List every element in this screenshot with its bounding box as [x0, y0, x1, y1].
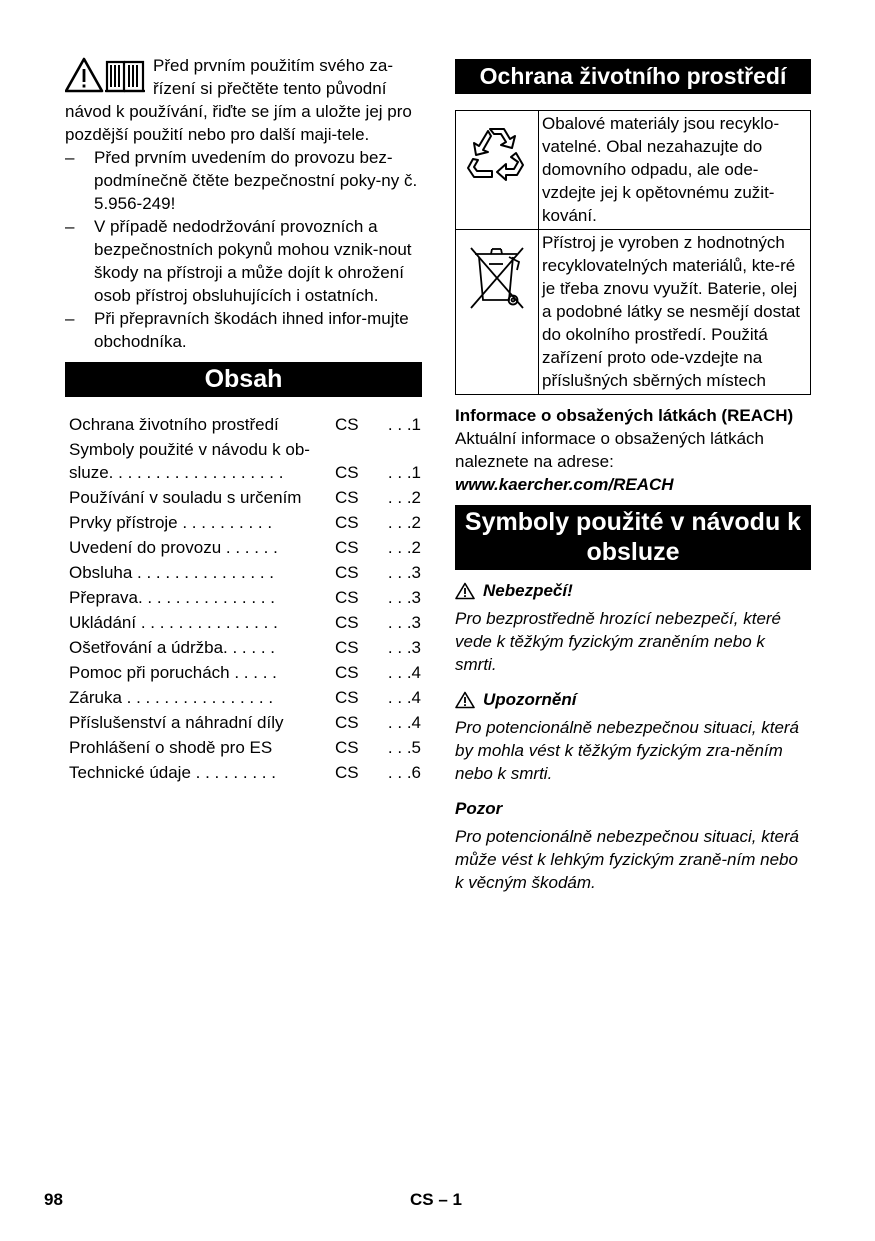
- toc-row[interactable]: [69, 609, 422, 634]
- symbols-heading: Symboly použité v návodu k obsluze: [455, 505, 811, 570]
- toc-lang: CS: [335, 513, 359, 532]
- symbols-section: [455, 505, 811, 894]
- toc-page: . . .4: [387, 713, 421, 732]
- environment-heading: Ochrana životního prostředí: [455, 59, 811, 94]
- toc-title: Prohlášení o shodě pro ES: [69, 738, 273, 757]
- reach-link[interactable]: www.kaercher.com/REACH: [455, 475, 674, 494]
- toc-title: Technické údaje . . . . . . . . .: [69, 763, 276, 782]
- toc-lang: CS: [335, 463, 359, 482]
- reach-section: [455, 404, 811, 496]
- symbol-label: Pozor: [455, 799, 503, 818]
- crossed-bin-icon: [467, 240, 527, 314]
- symbol-label-danger: [455, 579, 811, 602]
- toc-page: . . .6: [387, 763, 421, 782]
- page-label: CS – 1: [410, 1190, 462, 1209]
- toc-page: . . .2: [387, 513, 421, 532]
- toc-title: Ošetřování a údržba. . . . . .: [69, 638, 275, 657]
- right-column: [455, 59, 811, 894]
- toc-title: Používání v souladu s určením: [69, 488, 302, 507]
- toc-title: Ukládání . . . . . . . . . . . . . . .: [69, 613, 278, 632]
- toc-page: . . .4: [387, 688, 421, 707]
- toc-page: . . .5: [387, 738, 421, 757]
- recycling-icon: [464, 123, 530, 185]
- warning-triangle-icon: [455, 691, 475, 709]
- page-number: 98: [44, 1190, 63, 1209]
- reach-heading: Informace o obsažených látkách (REACH): [455, 406, 794, 425]
- environment-text: Přístroj je vyroben z hodnotných recyklovatelných materiálů, kte-ré je třeba znovu využít. Baterie, olej a podobné látky se nesmějí dostat do okolního prostředí. Použitá zařízení proto ode-vzdejte na příslušných sběrných místech: [539, 230, 811, 395]
- icon-cell: [456, 111, 539, 230]
- toc-page: . . .3: [387, 638, 421, 657]
- environment-table: [455, 110, 811, 395]
- toc-title: Pomoc při poruchách . . . . .: [69, 663, 277, 682]
- toc-lang: CS: [335, 563, 359, 582]
- toc-row[interactable]: [69, 534, 422, 559]
- toc-row[interactable]: [69, 684, 422, 709]
- environment-text: Obalové materiály jsou recyklo-vatelné. Obal nezahazujte do domovního odpadu, ale ode-vzdejte jej k opětovnému zužit-kování.: [539, 111, 811, 230]
- toc-row[interactable]: [69, 709, 422, 734]
- symbol-description: Pro bezprostředně hrozící nebezpečí, které vede k těžkým fyzickým zraněním nebo k smrti.: [455, 609, 782, 674]
- manual-book-icon: [105, 62, 145, 91]
- toc-lang: CS: [335, 663, 359, 682]
- list-item: – Při přepravních škodách ihned infor-mujte obchodníka.: [65, 307, 422, 353]
- toc-lang: CS: [335, 488, 359, 507]
- toc-title: Přeprava. . . . . . . . . . . . . . .: [69, 588, 275, 607]
- toc-row[interactable]: [69, 634, 422, 659]
- toc-lang: CS: [335, 738, 359, 757]
- symbol-description: Pro potencionálně nebezpečnou situaci, která může vést k lehkým fyzickým zraně-ním nebo k věcným škodám.: [455, 827, 800, 892]
- symbol-label-warning: [455, 688, 811, 711]
- toc-row[interactable]: [69, 559, 422, 584]
- toc-lang: CS: [335, 713, 359, 732]
- toc-page: . . .4: [387, 663, 421, 682]
- toc-heading: Obsah: [65, 362, 422, 397]
- toc-lang: CS: [335, 588, 359, 607]
- intro-icons: [65, 56, 147, 96]
- toc-row[interactable]: [69, 659, 422, 684]
- toc-lang: CS: [335, 688, 359, 707]
- toc-row[interactable]: [69, 484, 422, 509]
- toc-title: Příslušenství a náhradní díly: [69, 713, 284, 732]
- list-item: – Před prvním uvedením do provozu bez-podmínečně čtěte bezpečnostní poky-ny č. 5.956-249!: [65, 146, 422, 215]
- list-item: – V případě nedodržování provozních a bezpečnostních pokynů mohou vznik-nout škody na přístroji a může dojít k ohrožení osob přístroj obsluhujících i ostatních.: [65, 215, 422, 307]
- toc-page: . . .3: [387, 563, 421, 582]
- toc-lang: CS: [335, 613, 359, 632]
- warning-triangle-icon: [65, 56, 147, 96]
- toc-title: Obsluha . . . . . . . . . . . . . . .: [69, 563, 275, 582]
- toc-row[interactable]: [69, 734, 422, 759]
- toc-page: . . .2: [387, 488, 421, 507]
- toc-row[interactable]: [69, 584, 422, 609]
- left-column: [65, 54, 422, 784]
- toc-title: Záruka . . . . . . . . . . . . . . . .: [69, 688, 274, 707]
- table-row: [456, 230, 811, 395]
- toc-page: . . .3: [387, 588, 421, 607]
- toc-row[interactable]: [69, 759, 422, 784]
- toc-row[interactable]: [69, 509, 422, 534]
- symbol-label-caution: [455, 797, 811, 820]
- toc-lang: CS: [335, 415, 359, 434]
- intro-bullets: [65, 146, 422, 353]
- toc-page: . . .1: [387, 463, 421, 482]
- toc-title: Symboly použité v návodu k ob-sluze. . . . . . . . . . . . . . . . . . .: [69, 440, 310, 482]
- toc-page: . . .3: [387, 613, 421, 632]
- toc-title: Uvedení do provozu . . . . . .: [69, 538, 278, 557]
- toc-lang: CS: [335, 638, 359, 657]
- symbol-description: Pro potencionálně nebezpečnou situaci, která by mohla vést k těžkým fyzickým zra-něním nebo k smrti.: [455, 718, 800, 783]
- toc-page: . . .2: [387, 538, 421, 557]
- toc-row[interactable]: [69, 436, 422, 484]
- toc-title: Prvky přístroje . . . . . . . . . .: [69, 513, 273, 532]
- toc-lang: CS: [335, 538, 359, 557]
- symbol-label: Upozornění: [483, 690, 577, 709]
- toc-row[interactable]: [69, 411, 422, 436]
- toc-title: Ochrana životního prostředí: [69, 415, 279, 434]
- table-of-contents: [65, 411, 422, 784]
- table-row: [456, 111, 811, 230]
- symbol-label: Nebezpečí!: [483, 581, 573, 600]
- toc-page: . . .1: [387, 415, 421, 434]
- intro-text: Před prvním použitím svého za-řízení si přečtěte tento původní návod k používání, řiďte se jím a uložte jej pro pozdější použití nebo pro další maji-tele.: [65, 56, 412, 144]
- reach-text: Aktuální informace o obsažených látkách naleznete na adrese:: [455, 429, 765, 471]
- icon-cell: [456, 230, 539, 395]
- warning-triangle-icon: [455, 582, 475, 600]
- intro-section: [65, 54, 422, 353]
- toc-lang: CS: [335, 763, 359, 782]
